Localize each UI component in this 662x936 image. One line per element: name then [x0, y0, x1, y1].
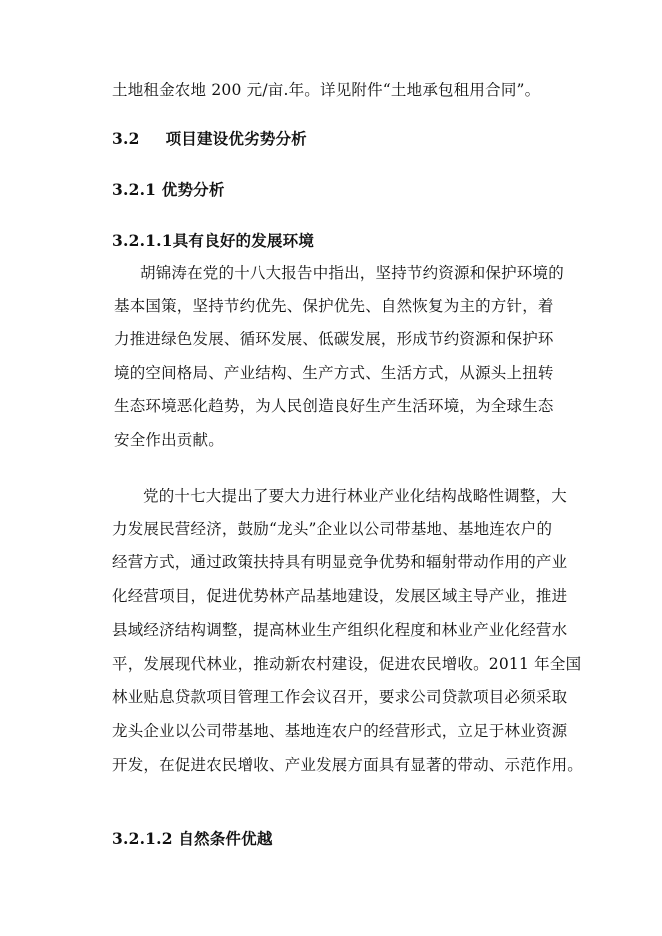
intro-line: 土地租金农地 200 元/亩.年。详见附件“土地承包租用合同”。 — [112, 81, 541, 99]
paragraph-2-line: 化经营项目，促进优势林产品基地建设，发展区域主导产业，推进 — [112, 587, 568, 605]
section-3-2-1-2-heading: 3.2.1.2 自然条件优越 — [112, 829, 273, 848]
paragraph-1-line: 力推进绿色发展、循环发展、低碳发展，形成节约资源和保护环 — [114, 330, 554, 348]
paragraph-2-line: 平，发展现代林业，推动新农村建设，促进农民增收。2011 年全国 — [112, 655, 582, 673]
paragraph-1-line: 境的空间格局、产业结构、生产方式、生活方式，从源头上扭转 — [114, 364, 554, 382]
section-3-2-1-heading: 3.2.1 优势分析 — [112, 180, 225, 199]
paragraph-2-line: 开发，在促进农民增收、产业发展方面具有显著的带动、示范作用。 — [112, 756, 584, 774]
section-3-2-1-1-heading: 3.2.1.1具有良好的发展环境 — [112, 231, 315, 250]
paragraph-2-line: 经营方式，通过政策扶持具有明显竞争优势和辐射带动作用的产业 — [112, 553, 568, 571]
paragraph-2-line: 党的十七大提出了要大力进行林业产业化结构战略性调整，大 — [143, 487, 567, 505]
paragraph-1-line: 生态环境恶化趋势，为人民创造良好生产生活环境，为全球生态 — [114, 397, 554, 415]
paragraph-1-line: 安全作出贡献。 — [114, 431, 224, 449]
paragraph-1-line: 基本国策，坚持节约优先、保护优先、自然恢复为主的方针，着 — [114, 297, 554, 315]
paragraph-2-line: 力发展民营经济，鼓励“龙头”企业以公司带基地、基地连农户的 — [112, 520, 553, 538]
section-3-2-heading — [112, 129, 307, 149]
paragraph-2-line: 县域经济结构调整，提高林业生产组织化程度和林业产业化经营水 — [112, 621, 568, 639]
paragraph-2-line: 林业贴息贷款项目管理工作会议召开，要求公司贷款项目必须采取 — [112, 688, 568, 706]
paragraph-2-line: 龙头企业以公司带基地、基地连农户的经营形式，立足于林业资源 — [112, 722, 568, 740]
section-3-2-title: 项目建设优劣势分析 — [165, 129, 307, 148]
section-3-2-number: 3.2 — [112, 129, 140, 148]
paragraph-1-line: 胡锦涛在党的十八大报告中指出，坚持节约资源和保护环境的 — [140, 264, 564, 282]
